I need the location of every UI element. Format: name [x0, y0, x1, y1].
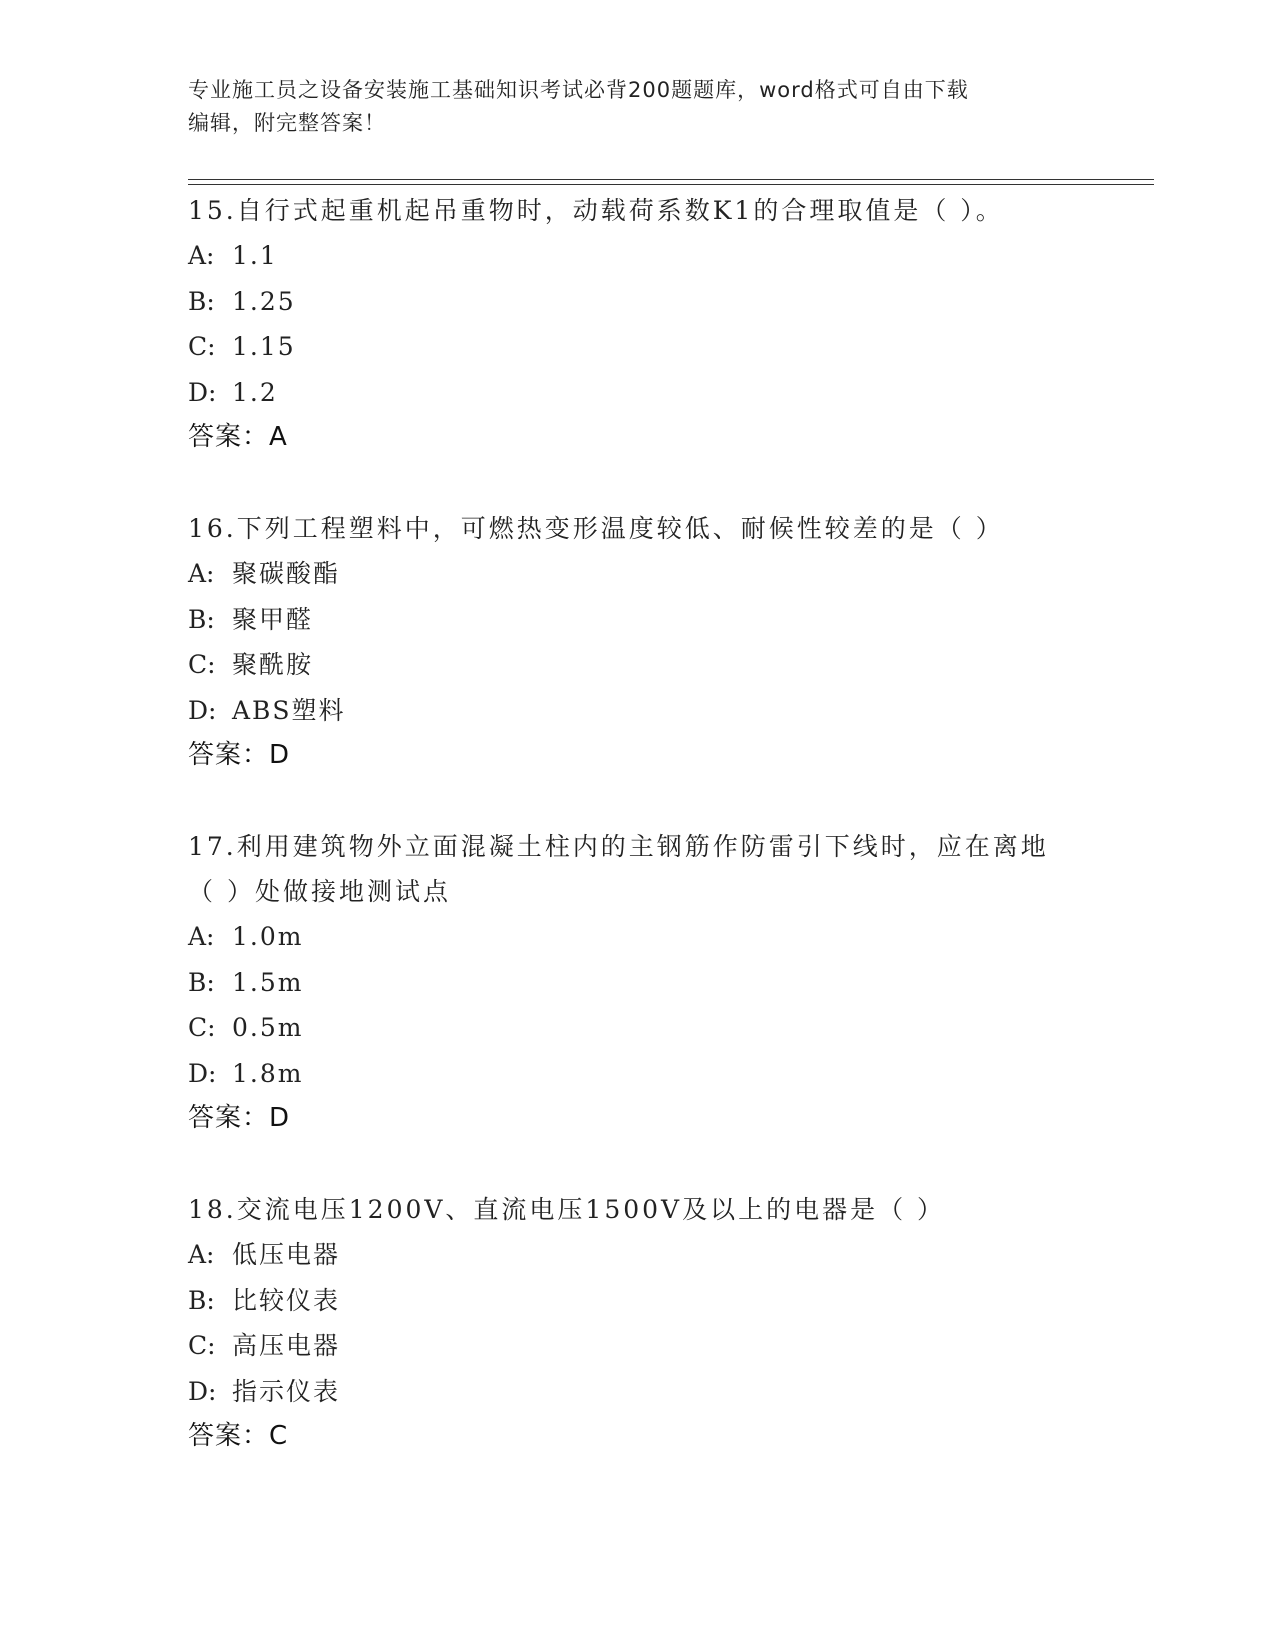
option-b — [188, 1278, 1088, 1324]
option-text: 聚甲醛 — [232, 604, 314, 634]
question-stem: 18.交流电压1200V、直流电压1500V及以上的电器是（ ） — [188, 1195, 946, 1224]
option-text: 1.2 — [232, 377, 278, 407]
option-d — [188, 1369, 1088, 1415]
option-letter: D: — [188, 695, 217, 725]
option-c — [188, 1323, 1088, 1369]
question-stem: 16.下列工程塑料中，可燃热变形温度较低、耐候性较差的是（ ） — [188, 514, 1004, 543]
option-letter: D: — [188, 377, 217, 407]
option-letter: C: — [188, 650, 216, 679]
document-header — [188, 74, 1068, 140]
answer-label: 答案：D — [188, 740, 291, 770]
option-text: 1.0m — [232, 922, 304, 951]
option-a — [188, 551, 1088, 597]
option-b — [188, 279, 1088, 325]
option-d — [188, 370, 1088, 416]
option-text: 1.15 — [232, 332, 296, 361]
question-15 — [188, 188, 1088, 460]
question-17 — [188, 824, 1088, 1141]
option-a — [188, 233, 1088, 279]
option-a — [188, 1232, 1088, 1278]
option-d — [188, 1051, 1088, 1097]
option-letter: B: — [188, 286, 215, 316]
option-letter: C: — [188, 1331, 216, 1360]
option-letter: C: — [188, 332, 216, 361]
question-18 — [188, 1187, 1088, 1459]
option-text: 比较仪表 — [232, 1285, 341, 1315]
header-divider-bottom — [188, 184, 1154, 185]
question-16 — [188, 506, 1088, 778]
option-d — [188, 688, 1088, 734]
question-stem: 17.利用建筑物外立面混凝土柱内的主钢筋作防雷引下线时，应在离地 — [188, 832, 1049, 861]
option-text: 1.25 — [232, 286, 296, 316]
option-letter: B: — [188, 967, 215, 997]
header-line-2: 编辑，附完整答案！ — [188, 111, 386, 135]
option-a — [188, 914, 1088, 960]
option-text: 高压电器 — [232, 1331, 341, 1360]
option-letter: A: — [188, 1240, 215, 1269]
option-c — [188, 1005, 1088, 1051]
option-c — [188, 642, 1088, 688]
option-letter: D: — [188, 1058, 217, 1088]
option-letter: B: — [188, 604, 215, 634]
answer-label: 答案：C — [188, 1421, 289, 1451]
option-letter: D: — [188, 1376, 217, 1406]
option-b — [188, 960, 1088, 1006]
option-text: 聚碳酸酯 — [232, 559, 341, 588]
header-divider-top — [188, 179, 1154, 180]
answer-label: 答案：D — [188, 1103, 291, 1133]
option-text: 聚酰胺 — [232, 650, 314, 679]
option-letter: A: — [188, 922, 215, 951]
question-list — [188, 188, 1088, 1505]
option-letter: B: — [188, 1285, 215, 1315]
question-stem-continued: （ ）处做接地测试点 — [188, 877, 451, 906]
question-stem: 15.自行式起重机起吊重物时，动载荷系数K1的合理取值是（ ）。 — [188, 196, 1004, 225]
option-c — [188, 324, 1088, 370]
option-text: 指示仪表 — [232, 1376, 341, 1406]
option-letter: C: — [188, 1013, 216, 1042]
option-letter: A: — [188, 241, 215, 270]
option-text: 1.1 — [232, 241, 278, 270]
answer-label: 答案：A — [188, 422, 288, 452]
option-text: ABS塑料 — [232, 695, 346, 725]
option-text: 低压电器 — [232, 1240, 341, 1269]
option-letter: A: — [188, 559, 215, 588]
option-text: 1.8m — [232, 1058, 304, 1088]
header-line-1: 专业施工员之设备安装施工基础知识考试必背200题题库，word格式可自由下载 — [188, 78, 969, 102]
option-text: 0.5m — [232, 1013, 304, 1042]
option-text: 1.5m — [232, 967, 304, 997]
option-b — [188, 597, 1088, 643]
